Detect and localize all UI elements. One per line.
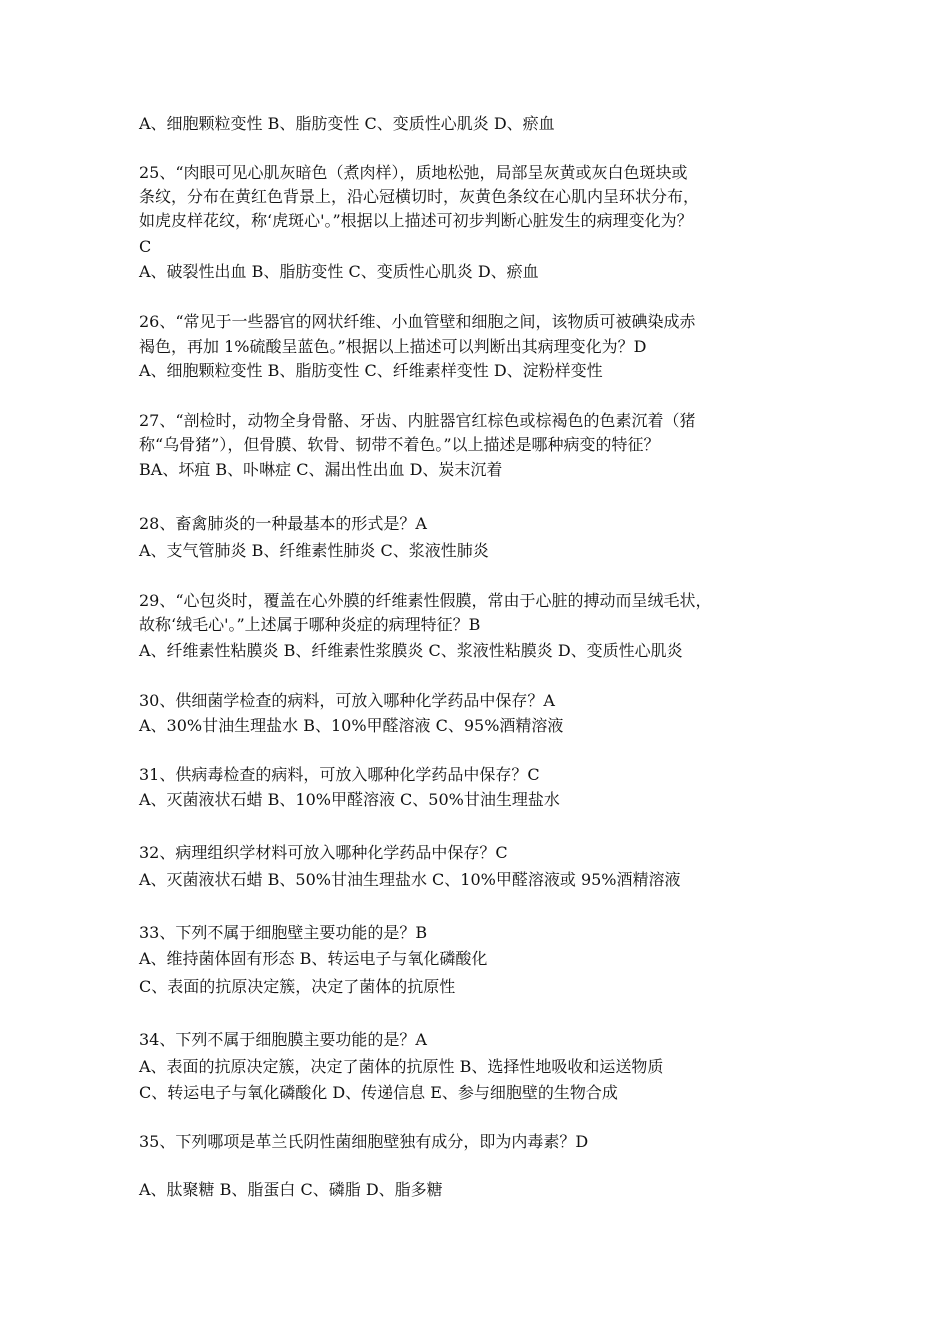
question-25-line-3: 如虎皮样花纹，称‘虎斑心'。”根据以上描述可初步判断心脏发生的病理变化为？ (139, 211, 693, 230)
question-28-text: 28、畜禽肺炎的一种最基本的形式是？A (139, 514, 427, 533)
question-25-answer: C (139, 237, 152, 256)
question-34-options-1: A、表面的抗原决定簇，决定了菌体的抗原性 B、选择性地吸收和运送物质 (139, 1057, 664, 1076)
question-35-text: 35、下列哪项是革兰氏阴性菌细胞壁独有成分，即为内毒素？D (139, 1132, 589, 1151)
question-32-options: A、灭菌液状石蜡 B、50%甘油生理盐水 C、10%甲醛溶液或 95%酒精溶液 (139, 870, 681, 889)
option-line: A、细胞颗粒变性 B、脂肪变性 C、变质性心肌炎 D、瘀血 (139, 114, 555, 133)
question-25-line-1: 25、“肉眼可见心肌灰暗色（煮肉样），质地松弛，局部呈灰黄或灰白色斑块或 (139, 163, 688, 182)
question-26-options: A、细胞颗粒变性 B、脂肪变性 C、纤维素样变性 D、淀粉样变性 (139, 361, 603, 380)
question-27-options: BA、坏疽 B、卟啉症 C、漏出性出血 D、炭末沉着 (139, 460, 503, 479)
question-28-options: A、支气管肺炎 B、纤维素性肺炎 C、浆液性肺炎 (139, 541, 489, 560)
question-35-options: A、肽聚糖 B、脂蛋白 C、磷脂 D、脂多糖 (139, 1180, 443, 1199)
question-25-options: A、破裂性出血 B、脂肪变性 C、变质性心肌炎 D、瘀血 (139, 262, 539, 281)
question-29-line-2: 故称‘绒毛心'。”上述属于哪种炎症的病理特征？B (139, 615, 481, 634)
question-31-text: 31、供病毒检查的病料，可放入哪种化学药品中保存？C (139, 765, 540, 784)
question-27-line-2: 称“乌骨猪”），但骨膜、软骨、韧带不着色。”以上描述是哪种病变的特征？ (139, 435, 660, 454)
question-33-options-2: C、表面的抗原决定簇，决定了菌体的抗原性 (139, 977, 456, 996)
question-25-line-2: 条纹，分布在黄红色背景上，沿心冠横切时，灰黄色条纹在心肌内呈环状分布， (139, 187, 700, 206)
question-27-line-1: 27、“剖检时，动物全身骨骼、牙齿、内脏器官红棕色或棕褐色的色素沉着（猪 (139, 411, 696, 430)
question-30-options: A、30%甘油生理盐水 B、10%甲醛溶液 C、95%酒精溶液 (139, 716, 564, 735)
question-32-text: 32、病理组织学材料可放入哪种化学药品中保存？C (139, 843, 508, 862)
question-30-text: 30、供细菌学检查的病料，可放入哪种化学药品中保存？A (139, 691, 555, 710)
question-34-text: 34、下列不属于细胞膜主要功能的是？A (139, 1030, 427, 1049)
question-26-line-1: 26、“常见于一些器官的网状纤维、小血管壁和细胞之间，该物质可被碘染成赤 (139, 312, 696, 331)
question-29-line-1: 29、“心包炎时，覆盖在心外膜的纤维素性假膜，常由于心脏的搏动而呈绒毛状， (139, 591, 712, 610)
question-31-options: A、灭菌液状石蜡 B、10%甲醛溶液 C、50%甘油生理盐水 (139, 790, 560, 809)
question-33-options-1: A、维持菌体固有形态 B、转运电子与氧化磷酸化 (139, 949, 488, 968)
question-33-text: 33、下列不属于细胞壁主要功能的是？B (139, 923, 428, 942)
question-26-line-2: 褐色，再加 1%硫酸呈蓝色。”根据以上描述可以判断出其病理变化为？D (139, 337, 647, 356)
question-29-options: A、纤维素性粘膜炎 B、纤维素性浆膜炎 C、浆液性粘膜炎 D、变质性心肌炎 (139, 641, 683, 660)
question-34-options-2: C、转运电子与氧化磷酸化 D、传递信息 E、参与细胞壁的生物合成 (139, 1083, 618, 1102)
